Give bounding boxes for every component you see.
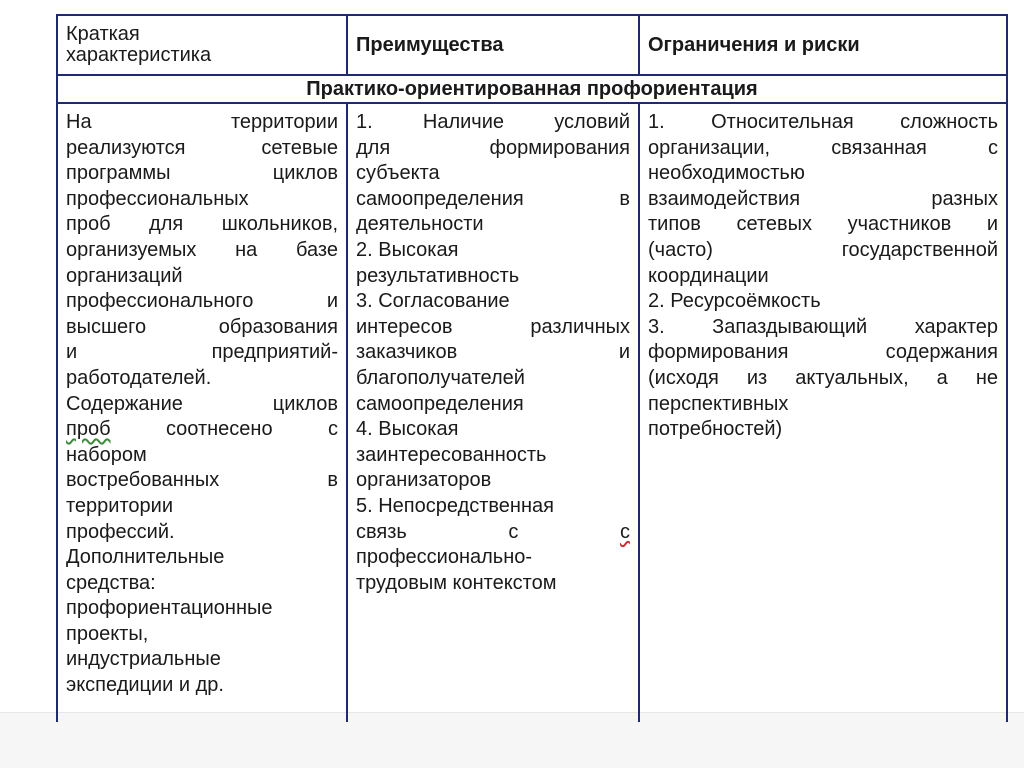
text-line [648, 340, 998, 366]
text-line: деятельности [356, 213, 484, 236]
text-line: работодателей. [66, 366, 212, 389]
text-line [648, 136, 998, 162]
section-title: Практико-ориентированная профориентация [57, 75, 1007, 103]
text-line [356, 340, 630, 366]
text-word: формирования [648, 341, 789, 364]
text-line: 2. Высокая [356, 238, 459, 261]
text-word: связанная с [831, 136, 998, 159]
table-header-row [57, 15, 1007, 75]
table-body-row [57, 103, 1007, 722]
text-line [356, 520, 630, 546]
text-word: самоопределения [356, 187, 524, 210]
header-characteristic-line-2: характеристика [66, 44, 212, 66]
text-word: заказчиков [356, 341, 458, 364]
text-line: перспективных [648, 392, 789, 415]
text-line [66, 468, 338, 494]
text-line: самоопределения [356, 392, 524, 415]
text-line: типов сетевых участников и [648, 213, 998, 236]
text-line: субъекта [356, 162, 440, 185]
cell-advantages [347, 103, 639, 722]
text-word: организации, [648, 136, 771, 159]
header-advantages: Преимущества [347, 15, 639, 75]
text-line [66, 417, 338, 443]
text-line: экспедиции и др. [66, 674, 224, 697]
text-line [66, 110, 338, 136]
text-word: условий [554, 111, 630, 133]
text-word: связь [356, 520, 407, 543]
text-line: координации [648, 264, 769, 287]
comparison-table [56, 14, 1008, 722]
text-line: профессионального и [66, 290, 338, 313]
text-word: (часто) [648, 238, 713, 261]
text-line [66, 340, 338, 366]
header-characteristic-line-1: Краткая [66, 23, 140, 45]
text-line: средства: [66, 571, 156, 594]
text-word: соотнесено с [165, 418, 338, 441]
text-word: предприятий- [211, 341, 338, 364]
text-line: профориентационные [66, 597, 273, 620]
text-line: необходимостью [648, 162, 805, 185]
text-line: профессиональных [66, 187, 249, 210]
section-row [57, 75, 1007, 103]
text-word: проб [66, 418, 111, 441]
text-line: проб для школьников, [66, 213, 338, 236]
text-word: и [66, 341, 78, 364]
characteristic-text [66, 110, 338, 699]
text-word: На [66, 111, 92, 133]
text-word: для [356, 136, 391, 159]
text-line: организуемых на базе [66, 238, 338, 261]
text-word: в [327, 469, 338, 492]
text-word: содержания [885, 341, 998, 364]
text-line: территории [66, 494, 174, 517]
text-word: интересов [356, 315, 453, 338]
text-line: заинтересованность [356, 443, 547, 466]
text-word: взаимодействия [648, 187, 801, 210]
text-word: различных [530, 315, 630, 338]
text-line: высшего образования [66, 315, 338, 338]
text-word: с [508, 520, 519, 543]
text-line: 2. Ресурсоёмкость [648, 290, 821, 313]
cell-limitations [639, 103, 1007, 722]
text-line [648, 238, 998, 264]
text-line [356, 136, 630, 162]
text-line: 3. Согласование [356, 290, 510, 313]
advantages-text [356, 110, 630, 596]
text-word: государственной [841, 238, 998, 261]
text-line [356, 110, 630, 136]
text-line: 1. Относительная сложность [648, 111, 998, 133]
text-line: Содержание циклов [66, 392, 338, 415]
text-line: проекты, [66, 622, 149, 645]
text-line: набором [66, 443, 147, 466]
text-word: формирования [489, 136, 630, 159]
text-line: профессий. [66, 520, 175, 543]
text-line: организаторов [356, 469, 492, 492]
text-line: профессионально- [356, 546, 533, 569]
text-line: 5. Непосредственная [356, 494, 554, 517]
text-word: в [619, 187, 630, 210]
text-line: 3. Запаздывающий характер [648, 315, 998, 338]
text-word: 1. Наличие [356, 111, 505, 133]
limitations-text [648, 110, 998, 443]
text-line: индустриальные [66, 648, 221, 671]
text-line: трудовым контекстом [356, 571, 557, 594]
text-word: с [620, 520, 631, 543]
text-line: (исходя из актуальных, а не [648, 366, 998, 389]
cell-characteristic [57, 103, 347, 722]
text-word: территории [230, 111, 338, 133]
text-word: востребованных [66, 469, 220, 492]
text-line: Дополнительные [66, 546, 225, 569]
text-line: благополучателей [356, 366, 525, 389]
text-word: разных [931, 187, 998, 210]
text-line: результативность [356, 264, 520, 287]
text-line: организаций [66, 264, 183, 287]
text-line: реализуются сетевые [66, 136, 338, 159]
text-line [356, 187, 630, 213]
text-line [648, 187, 998, 213]
text-line: потребностей) [648, 418, 783, 441]
text-line [356, 315, 630, 341]
text-word: и [618, 341, 630, 364]
header-limitations: Ограничения и риски [639, 15, 1007, 75]
text-line: программы циклов [66, 162, 338, 185]
text-line: 4. Высокая [356, 418, 459, 441]
header-characteristic [57, 15, 347, 75]
